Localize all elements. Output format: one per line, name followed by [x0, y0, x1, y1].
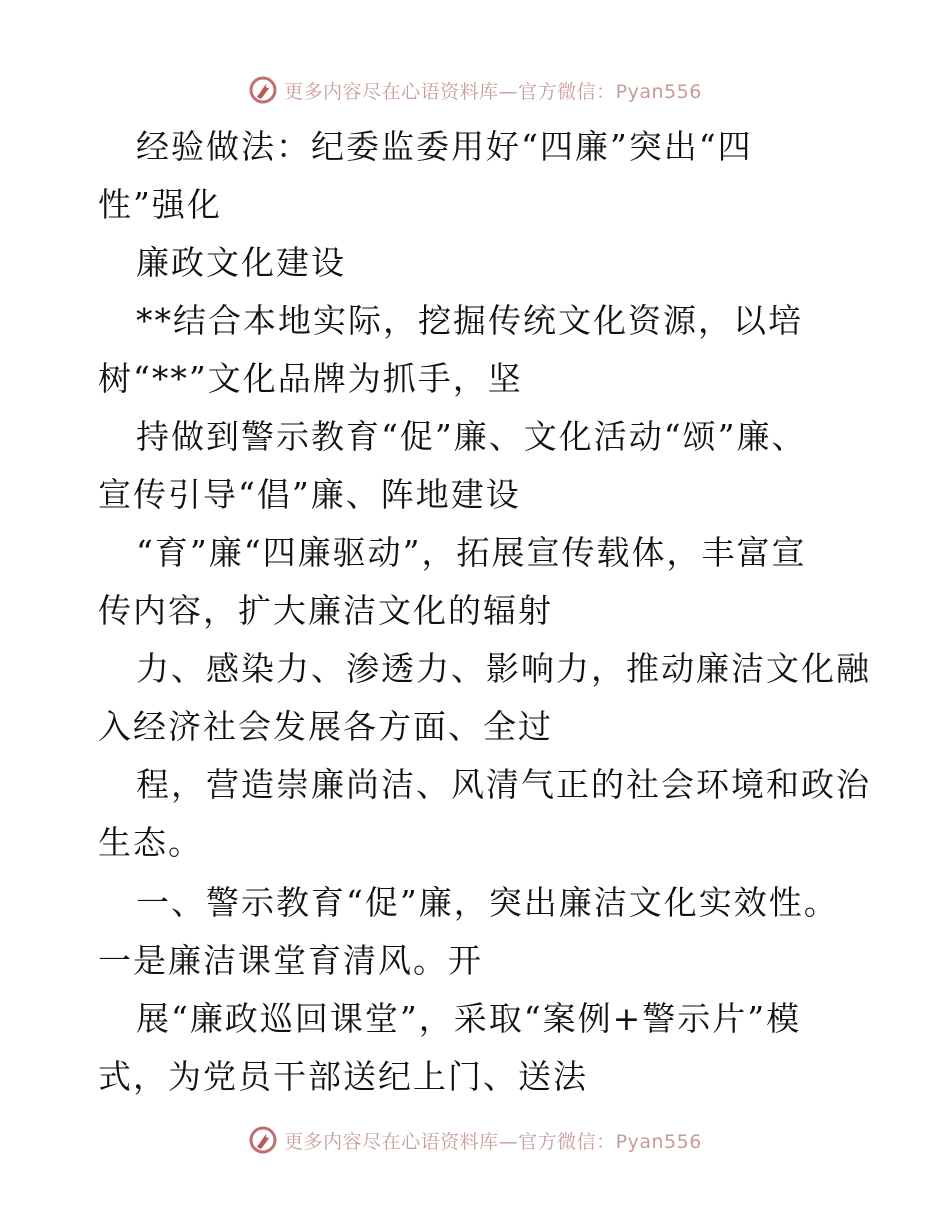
pen-nib-circle-icon [248, 75, 278, 105]
pen-nib-circle-icon [248, 1125, 278, 1155]
text-line: 性”强化 [98, 185, 222, 224]
text-line: 一是廉洁课堂育清风。开 [98, 941, 483, 980]
text-line: 生态。 [98, 823, 203, 862]
text-line: 廉政文化建设 [136, 243, 346, 282]
text-line: **结合本地实际，挖掘传统文化资源，以培 [136, 301, 803, 340]
text-line: 入经济社会发展各方面、全过 [98, 707, 553, 746]
text-line: 程，营造崇廉尚洁、风清气正的社会环境和政治 [136, 765, 871, 804]
text-line: 式，为党员干部送纪上门、送法 [98, 1057, 588, 1096]
text-line: 宣传引导“倡”廉、阵地建设 [98, 475, 521, 514]
text-line: 展“廉政巡回课堂”，采取“案例+警示片”模 [136, 999, 802, 1038]
watermark-text: 更多内容尽在心语资料库—官方微信：Pyan556 [284, 80, 702, 103]
text-line: “育”廉“四廉驱动”，拓展宣传载体，丰富宣 [136, 533, 807, 572]
text-line: 树“**”文化品牌为抓手，坚 [98, 359, 523, 398]
text-line: 持做到警示教育“促”廉、文化活动“颂”廉、 [136, 417, 807, 456]
text-line: 一、警示教育“促”廉，突出廉洁文化实效性。 [136, 883, 839, 922]
text-line: 力、感染力、渗透力、影响力，推动廉洁文化融 [136, 649, 871, 688]
watermark-text: 更多内容尽在心语资料库—官方微信：Pyan556 [284, 1130, 702, 1153]
header-watermark [0, 70, 950, 110]
text-line: 经验做法：纪委监委用好“四廉”突出“四 [136, 127, 753, 166]
footer-watermark [0, 1120, 950, 1160]
text-line: 传内容，扩大廉洁文化的辐射 [98, 591, 553, 630]
